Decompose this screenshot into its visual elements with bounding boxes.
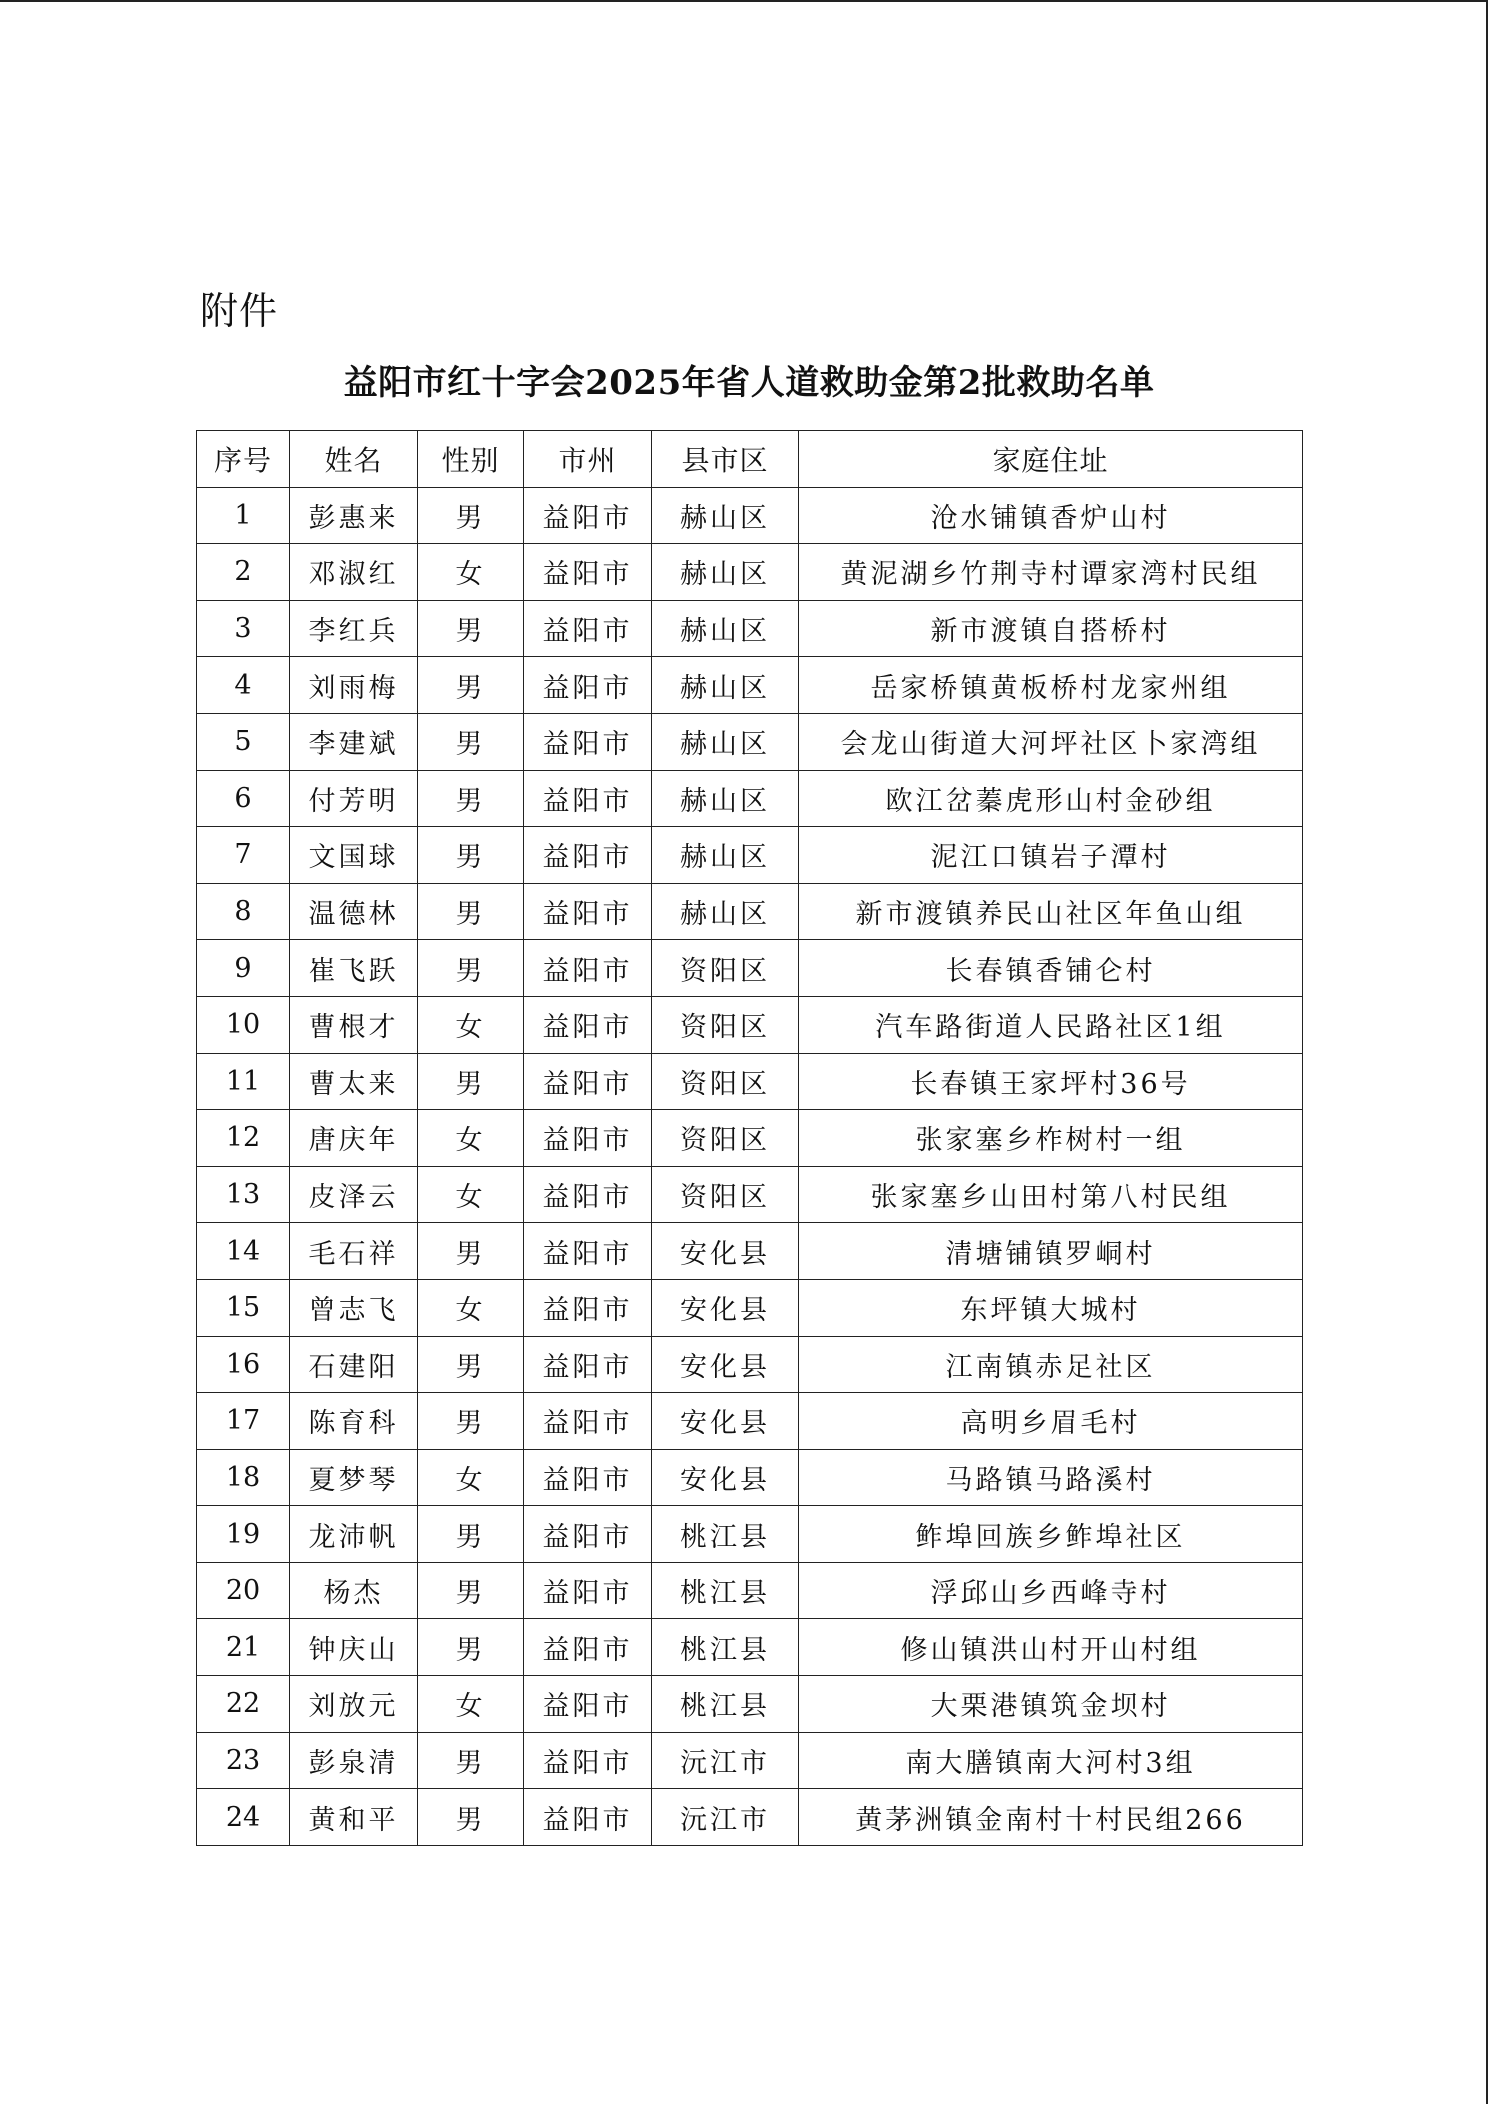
- cell-gender: 男: [418, 827, 524, 884]
- cell-serial-no: 13: [197, 1166, 290, 1223]
- cell-gender: 男: [418, 883, 524, 940]
- cell-name: 文国球: [290, 827, 418, 884]
- cell-serial-no: 1: [197, 487, 290, 544]
- table-row: [197, 1676, 1303, 1733]
- cell-name: 邓淑红: [290, 544, 418, 601]
- cell-gender: 女: [418, 1676, 524, 1733]
- cell-name: 陈育科: [290, 1393, 418, 1450]
- table-row: [197, 1393, 1303, 1450]
- cell-serial-no: 4: [197, 657, 290, 714]
- cell-name: 钟庆山: [290, 1619, 418, 1676]
- table-row: [197, 1732, 1303, 1789]
- cell-serial-no: 9: [197, 940, 290, 997]
- cell-district: 赫山区: [652, 657, 799, 714]
- cell-name: 彭泉清: [290, 1732, 418, 1789]
- table-row: [197, 713, 1303, 770]
- cell-gender: 男: [418, 940, 524, 997]
- cell-gender: 女: [418, 1449, 524, 1506]
- cell-city: 益阳市: [524, 544, 652, 601]
- cell-district: 赫山区: [652, 770, 799, 827]
- cell-serial-no: 7: [197, 827, 290, 884]
- cell-home-address: 南大膳镇南大河村3组: [799, 1732, 1303, 1789]
- header-serial-no: 序号: [197, 431, 290, 488]
- cell-gender: 男: [418, 1506, 524, 1563]
- table-row: [197, 1223, 1303, 1280]
- cell-name: 毛石祥: [290, 1223, 418, 1280]
- cell-district: 安化县: [652, 1279, 799, 1336]
- cell-district: 安化县: [652, 1223, 799, 1280]
- cell-city: 益阳市: [524, 1506, 652, 1563]
- table-header-row: [197, 431, 1303, 488]
- cell-city: 益阳市: [524, 1732, 652, 1789]
- cell-name: 刘雨梅: [290, 657, 418, 714]
- cell-home-address: 沧水铺镇香炉山村: [799, 487, 1303, 544]
- cell-serial-no: 17: [197, 1393, 290, 1450]
- cell-district: 资阳区: [652, 1166, 799, 1223]
- table-row: [197, 827, 1303, 884]
- cell-name: 龙沛帆: [290, 1506, 418, 1563]
- cell-gender: 女: [418, 1279, 524, 1336]
- cell-home-address: 长春镇香铺仑村: [799, 940, 1303, 997]
- cell-home-address: 汽车路街道人民路社区1组: [799, 996, 1303, 1053]
- cell-serial-no: 12: [197, 1110, 290, 1167]
- cell-home-address: 岳家桥镇黄板桥村龙家州组: [799, 657, 1303, 714]
- cell-home-address: 新市渡镇养民山社区年鱼山组: [799, 883, 1303, 940]
- cell-gender: 男: [418, 1619, 524, 1676]
- cell-gender: 男: [418, 487, 524, 544]
- cell-name: 李红兵: [290, 600, 418, 657]
- cell-district: 资阳区: [652, 1053, 799, 1110]
- cell-city: 益阳市: [524, 487, 652, 544]
- cell-gender: 男: [418, 770, 524, 827]
- cell-district: 赫山区: [652, 487, 799, 544]
- cell-district: 安化县: [652, 1336, 799, 1393]
- table-row: [197, 1506, 1303, 1563]
- cell-serial-no: 19: [197, 1506, 290, 1563]
- table-row: [197, 940, 1303, 997]
- table-row: [197, 1619, 1303, 1676]
- cell-serial-no: 24: [197, 1789, 290, 1846]
- cell-serial-no: 5: [197, 713, 290, 770]
- cell-city: 益阳市: [524, 600, 652, 657]
- cell-name: 刘放元: [290, 1676, 418, 1733]
- table-row: [197, 1449, 1303, 1506]
- attachment-label: 附件: [200, 289, 279, 333]
- cell-gender: 男: [418, 657, 524, 714]
- cell-name: 唐庆年: [290, 1110, 418, 1167]
- table-row: [197, 1279, 1303, 1336]
- cell-home-address: 马路镇马路溪村: [799, 1449, 1303, 1506]
- cell-gender: 男: [418, 713, 524, 770]
- cell-home-address: 欧江岔蓁虎形山村金砂组: [799, 770, 1303, 827]
- cell-name: 曾志飞: [290, 1279, 418, 1336]
- cell-home-address: 新市渡镇自搭桥村: [799, 600, 1303, 657]
- cell-serial-no: 23: [197, 1732, 290, 1789]
- cell-name: 黄和平: [290, 1789, 418, 1846]
- cell-city: 益阳市: [524, 1053, 652, 1110]
- relief-roster-table: [196, 430, 1303, 1846]
- cell-serial-no: 22: [197, 1676, 290, 1733]
- cell-home-address: 高明乡眉毛村: [799, 1393, 1303, 1450]
- document-title: 益阳市红十字会2025年省人道救助金第2批救助名单: [343, 363, 1155, 403]
- cell-gender: 男: [418, 1336, 524, 1393]
- cell-home-address: 浮邱山乡西峰寺村: [799, 1562, 1303, 1619]
- cell-home-address: 大栗港镇筑金坝村: [799, 1676, 1303, 1733]
- cell-district: 沅江市: [652, 1732, 799, 1789]
- cell-name: 皮泽云: [290, 1166, 418, 1223]
- cell-home-address: 修山镇洪山村开山村组: [799, 1619, 1303, 1676]
- cell-gender: 男: [418, 1223, 524, 1280]
- header-home-address: 家庭住址: [799, 431, 1303, 488]
- cell-name: 李建斌: [290, 713, 418, 770]
- cell-district: 桃江县: [652, 1619, 799, 1676]
- table-row: [197, 1110, 1303, 1167]
- cell-name: 夏梦琴: [290, 1449, 418, 1506]
- table-row: [197, 883, 1303, 940]
- cell-gender: 女: [418, 1166, 524, 1223]
- cell-gender: 男: [418, 1053, 524, 1110]
- cell-gender: 男: [418, 600, 524, 657]
- cell-city: 益阳市: [524, 770, 652, 827]
- cell-district: 沅江市: [652, 1789, 799, 1846]
- cell-name: 付芳明: [290, 770, 418, 827]
- table-row: [197, 657, 1303, 714]
- cell-district: 赫山区: [652, 713, 799, 770]
- cell-home-address: 会龙山街道大河坪社区卜家湾组: [799, 713, 1303, 770]
- cell-district: 资阳区: [652, 1110, 799, 1167]
- cell-gender: 男: [418, 1393, 524, 1450]
- table-row: [197, 1789, 1303, 1846]
- cell-district: 桃江县: [652, 1562, 799, 1619]
- cell-home-address: 清塘铺镇罗峒村: [799, 1223, 1303, 1280]
- table-row: [197, 544, 1303, 601]
- cell-district: 资阳区: [652, 996, 799, 1053]
- cell-city: 益阳市: [524, 1166, 652, 1223]
- cell-city: 益阳市: [524, 713, 652, 770]
- cell-city: 益阳市: [524, 1449, 652, 1506]
- cell-serial-no: 8: [197, 883, 290, 940]
- cell-serial-no: 2: [197, 544, 290, 601]
- cell-home-address: 张家塞乡山田村第八村民组: [799, 1166, 1303, 1223]
- cell-district: 赫山区: [652, 827, 799, 884]
- cell-serial-no: 20: [197, 1562, 290, 1619]
- cell-name: 杨杰: [290, 1562, 418, 1619]
- cell-home-address: 长春镇王家坪村36号: [799, 1053, 1303, 1110]
- table-row: [197, 600, 1303, 657]
- cell-city: 益阳市: [524, 940, 652, 997]
- cell-city: 益阳市: [524, 883, 652, 940]
- cell-serial-no: 11: [197, 1053, 290, 1110]
- cell-district: 资阳区: [652, 940, 799, 997]
- cell-gender: 男: [418, 1732, 524, 1789]
- cell-serial-no: 6: [197, 770, 290, 827]
- cell-city: 益阳市: [524, 1393, 652, 1450]
- header-name: 姓名: [290, 431, 418, 488]
- cell-home-address: 泥江口镇岩子潭村: [799, 827, 1303, 884]
- cell-district: 安化县: [652, 1393, 799, 1450]
- cell-home-address: 黄茅洲镇金南村十村民组266: [799, 1789, 1303, 1846]
- header-city: 市州: [524, 431, 652, 488]
- cell-city: 益阳市: [524, 1279, 652, 1336]
- cell-district: 安化县: [652, 1449, 799, 1506]
- cell-district: 赫山区: [652, 600, 799, 657]
- cell-district: 赫山区: [652, 883, 799, 940]
- cell-serial-no: 16: [197, 1336, 290, 1393]
- cell-gender: 男: [418, 1789, 524, 1846]
- cell-district: 桃江县: [652, 1506, 799, 1563]
- table-row: [197, 1336, 1303, 1393]
- cell-city: 益阳市: [524, 657, 652, 714]
- cell-name: 曹根才: [290, 996, 418, 1053]
- cell-gender: 女: [418, 544, 524, 601]
- cell-gender: 女: [418, 996, 524, 1053]
- cell-city: 益阳市: [524, 827, 652, 884]
- header-district: 县市区: [652, 431, 799, 488]
- table-row: [197, 1562, 1303, 1619]
- cell-name: 温德林: [290, 883, 418, 940]
- cell-home-address: 江南镇赤足社区: [799, 1336, 1303, 1393]
- cell-home-address: 黄泥湖乡竹荆寺村谭家湾村民组: [799, 544, 1303, 601]
- cell-serial-no: 14: [197, 1223, 290, 1280]
- cell-home-address: 张家塞乡柞树村一组: [799, 1110, 1303, 1167]
- cell-city: 益阳市: [524, 1336, 652, 1393]
- cell-serial-no: 10: [197, 996, 290, 1053]
- cell-city: 益阳市: [524, 996, 652, 1053]
- table-row: [197, 1166, 1303, 1223]
- table-row: [197, 1053, 1303, 1110]
- cell-city: 益阳市: [524, 1789, 652, 1846]
- cell-city: 益阳市: [524, 1223, 652, 1280]
- cell-district: 赫山区: [652, 544, 799, 601]
- table-row: [197, 996, 1303, 1053]
- table-row: [197, 770, 1303, 827]
- cell-home-address: 鲊埠回族乡鲊埠社区: [799, 1506, 1303, 1563]
- cell-district: 桃江县: [652, 1676, 799, 1733]
- cell-serial-no: 21: [197, 1619, 290, 1676]
- cell-gender: 女: [418, 1110, 524, 1167]
- cell-name: 彭惠来: [290, 487, 418, 544]
- cell-serial-no: 3: [197, 600, 290, 657]
- table-row: [197, 487, 1303, 544]
- cell-name: 石建阳: [290, 1336, 418, 1393]
- cell-gender: 男: [418, 1562, 524, 1619]
- cell-city: 益阳市: [524, 1110, 652, 1167]
- cell-home-address: 东坪镇大城村: [799, 1279, 1303, 1336]
- header-gender: 性别: [418, 431, 524, 488]
- cell-serial-no: 15: [197, 1279, 290, 1336]
- cell-city: 益阳市: [524, 1619, 652, 1676]
- cell-name: 崔飞跃: [290, 940, 418, 997]
- cell-serial-no: 18: [197, 1449, 290, 1506]
- table-body: [197, 487, 1303, 1845]
- cell-city: 益阳市: [524, 1676, 652, 1733]
- cell-name: 曹太来: [290, 1053, 418, 1110]
- cell-city: 益阳市: [524, 1562, 652, 1619]
